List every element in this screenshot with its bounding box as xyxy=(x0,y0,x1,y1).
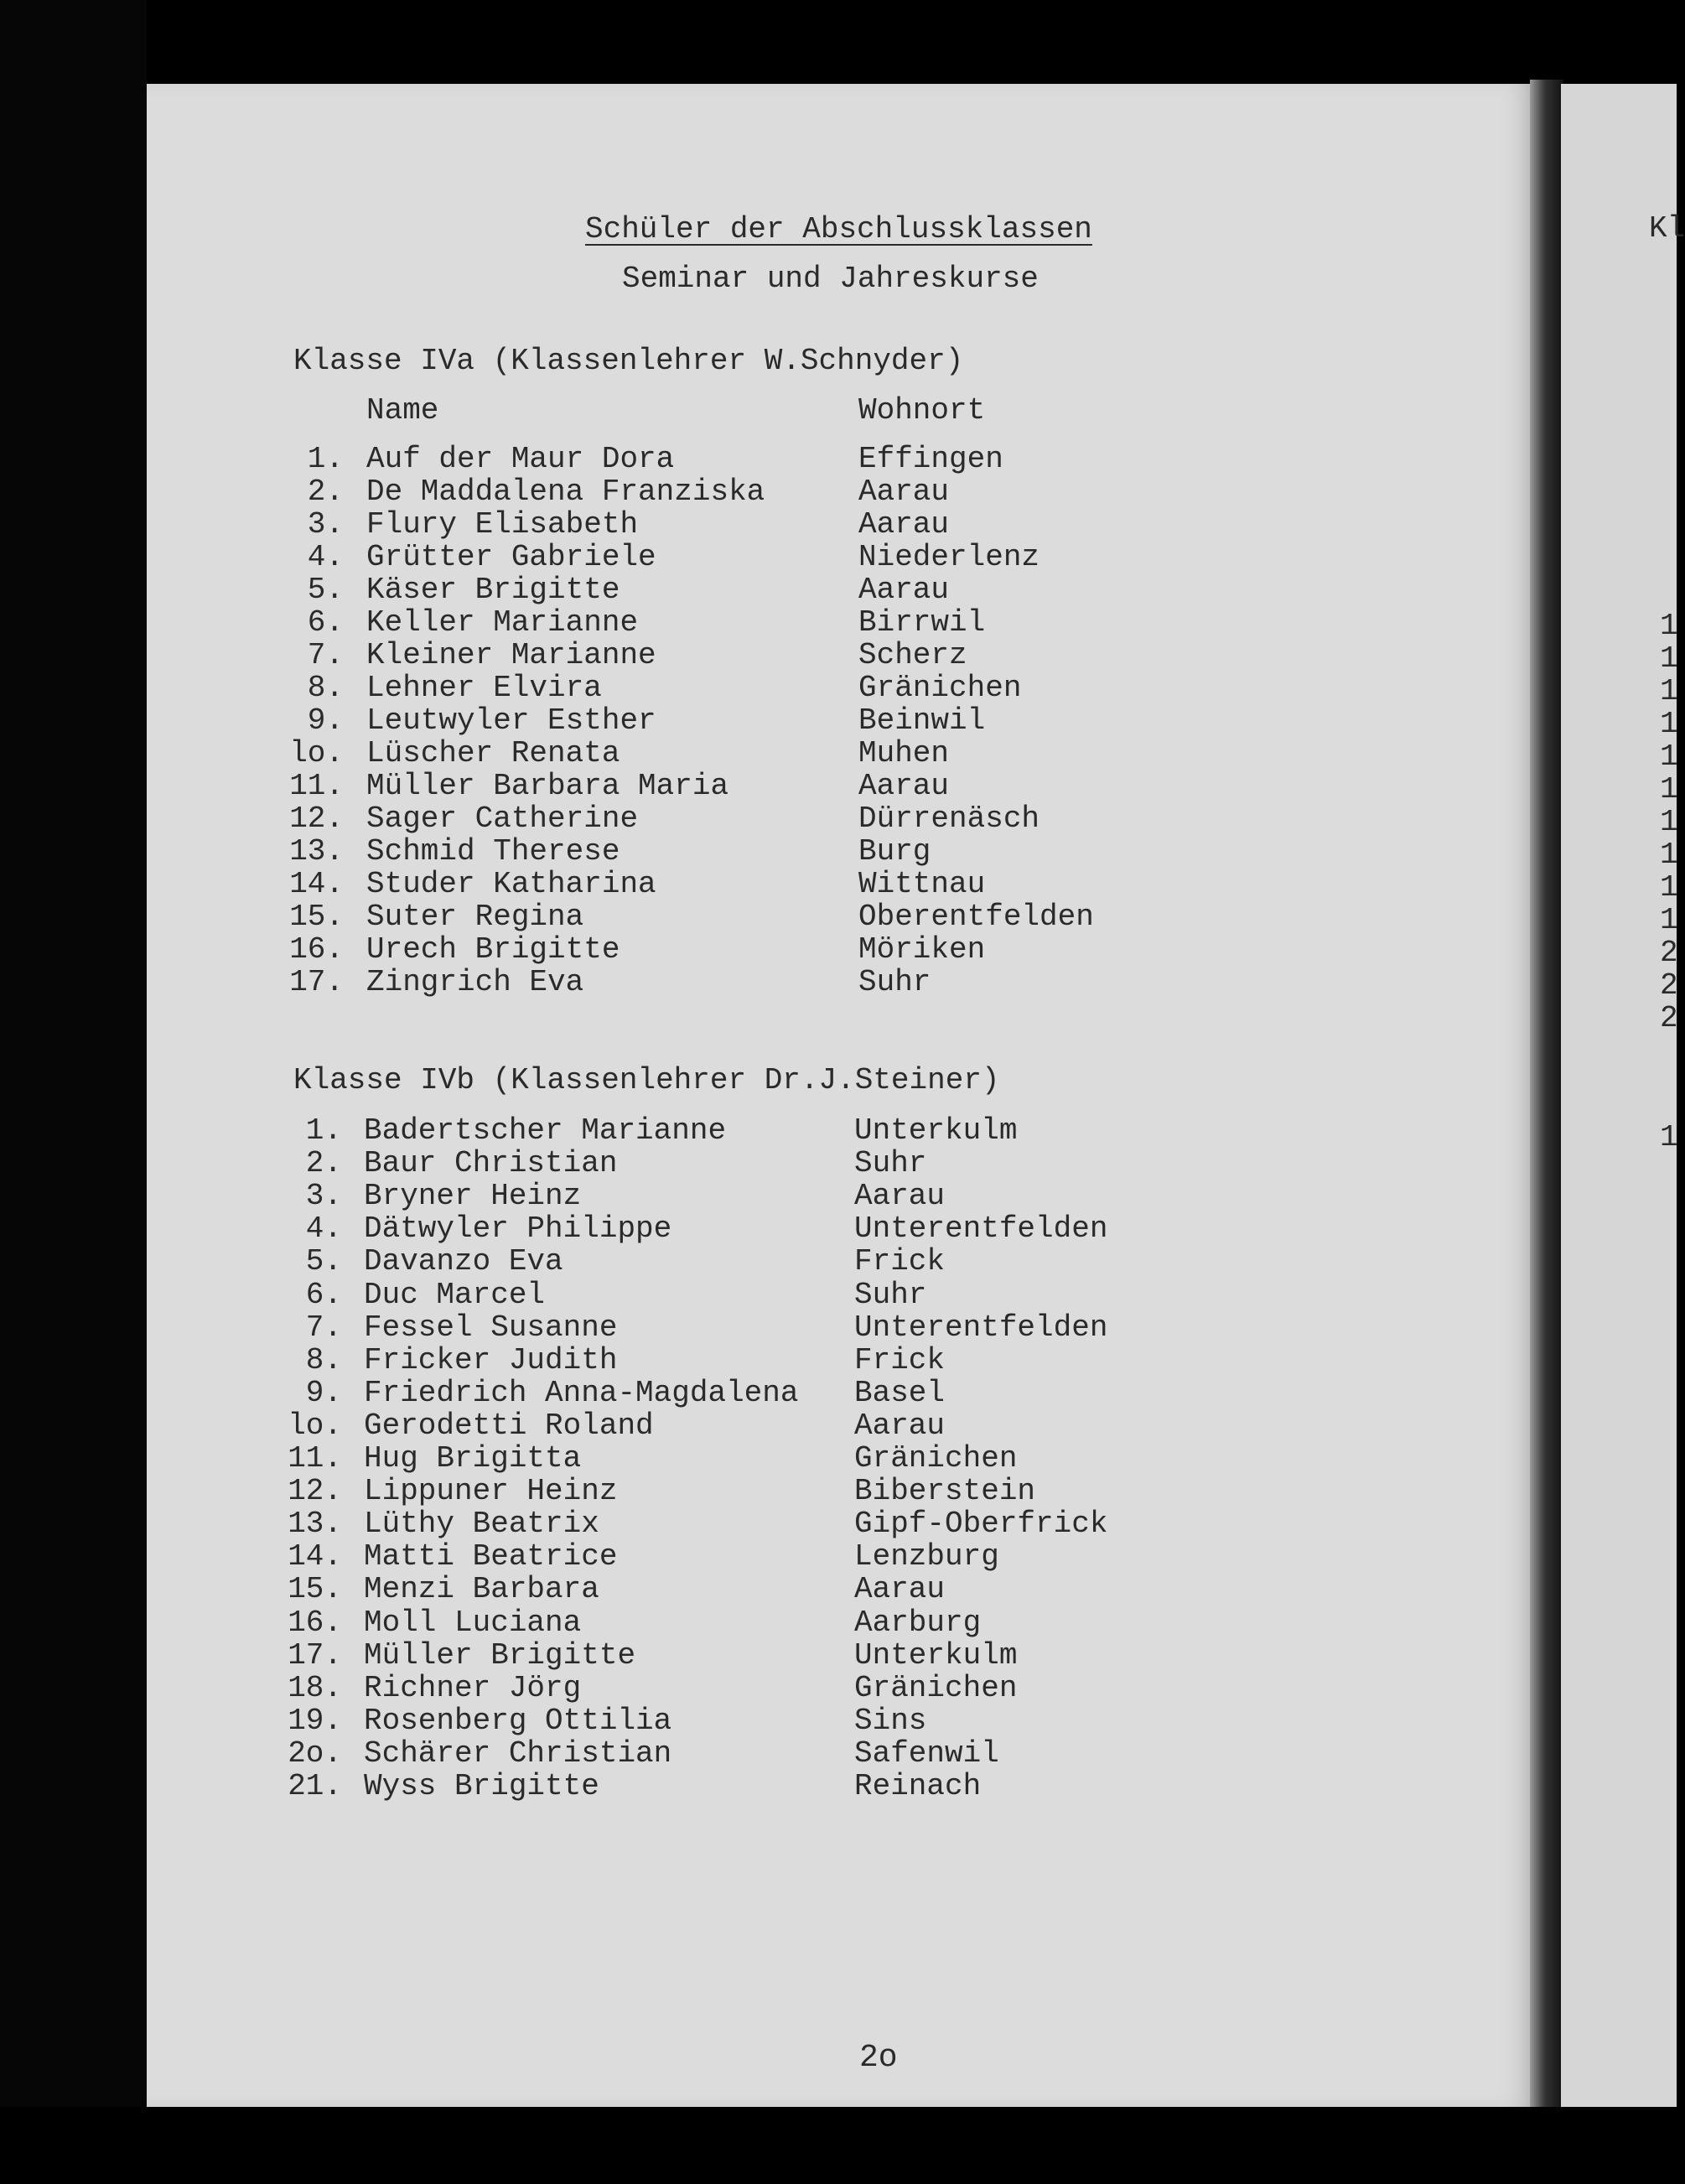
next-page-digit: 2 xyxy=(1660,968,1678,1003)
row-number: 12. xyxy=(288,1474,342,1509)
student-name: Gerodetti Roland xyxy=(364,1408,654,1443)
row-number: 12. xyxy=(289,801,344,836)
row-number: 11. xyxy=(288,1441,342,1476)
student-place: Niederlenz xyxy=(858,540,1040,574)
student-place: Scherz xyxy=(858,638,967,672)
scanner-background-left xyxy=(0,0,147,2184)
next-page-digit: 1 xyxy=(1660,1120,1678,1154)
row-number: 2o. xyxy=(288,1735,342,1771)
row-number: 6. xyxy=(305,1277,342,1312)
student-name: Urech Brigitte xyxy=(366,932,620,967)
student-place: Basel xyxy=(854,1375,946,1410)
student-name: Lüscher Renata xyxy=(366,736,620,770)
row-number: 1. xyxy=(305,1113,342,1148)
student-name: Auf der Maur Dora xyxy=(366,442,675,476)
student-place: Dürrenäsch xyxy=(858,801,1040,836)
row-number: 1. xyxy=(307,442,344,476)
student-place: Biberstein xyxy=(854,1474,1036,1509)
row-number: 8. xyxy=(305,1342,342,1377)
student-place: Gränichen xyxy=(854,1441,1018,1476)
student-name: Baur Christian xyxy=(364,1146,618,1181)
student-place: Suhr xyxy=(854,1146,927,1181)
row-number: 5. xyxy=(305,1244,342,1279)
row-number: 8. xyxy=(307,671,344,705)
row-number: 3. xyxy=(307,507,344,542)
next-page-digit: 1 xyxy=(1660,609,1678,643)
student-name: Keller Marianne xyxy=(366,605,639,640)
row-number: lo. xyxy=(288,1408,342,1443)
student-place: Aarau xyxy=(854,1408,946,1443)
student-place: Aarau xyxy=(858,475,950,509)
student-place: Oberentfelden xyxy=(858,900,1094,934)
student-place: Suhr xyxy=(854,1277,927,1312)
row-number: 16. xyxy=(289,932,344,967)
student-name: Friedrich Anna-Magdalena xyxy=(364,1375,799,1410)
student-name: Lippuner Heinz xyxy=(364,1474,618,1509)
student-name: Kleiner Marianne xyxy=(366,638,656,672)
book-gutter xyxy=(1530,80,1563,2142)
student-name: Duc Marcel xyxy=(364,1277,546,1312)
student-place: Beinwil xyxy=(858,703,986,738)
next-page-digit: 1 xyxy=(1660,739,1678,774)
student-place: Gränichen xyxy=(854,1670,1018,1705)
row-number: 11. xyxy=(289,769,344,803)
row-number: 17. xyxy=(289,965,344,999)
row-number: 2. xyxy=(307,475,344,509)
student-place: Aarau xyxy=(858,573,950,607)
student-name: De Maddalena Franziska xyxy=(366,475,765,509)
student-place: Wittnau xyxy=(858,867,986,901)
row-number: 17. xyxy=(288,1637,342,1673)
next-page-heading-fragment: Kl xyxy=(1649,211,1685,246)
next-page-digit: 1 xyxy=(1660,838,1678,872)
column-header-place: Wohnort xyxy=(858,393,986,428)
student-name: Müller Barbara Maria xyxy=(366,769,729,803)
student-place: Aarau xyxy=(858,507,950,542)
row-number: 3. xyxy=(305,1179,342,1214)
scanner-background-bottom xyxy=(0,2107,1677,2184)
student-name: Lehner Elvira xyxy=(366,671,602,705)
student-place: Unterkulm xyxy=(854,1113,1018,1148)
student-name: Leutwyler Esther xyxy=(366,703,656,738)
student-name: Matti Beatrice xyxy=(364,1539,618,1574)
row-number: 5. xyxy=(307,573,344,607)
row-number: 14. xyxy=(289,867,344,901)
student-name: Richner Jörg xyxy=(364,1670,582,1705)
student-name: Studer Katharina xyxy=(366,867,656,901)
student-name: Suter Regina xyxy=(366,900,584,934)
student-place: Unterentfelden xyxy=(854,1211,1108,1247)
document-subtitle: Seminar und Jahreskurse xyxy=(622,262,1039,296)
column-header-name: Name xyxy=(366,393,439,428)
student-place: Burg xyxy=(858,834,931,869)
row-number: 6. xyxy=(307,605,344,640)
row-number: 18. xyxy=(288,1670,342,1705)
student-place: Frick xyxy=(854,1244,946,1279)
row-number: 9. xyxy=(305,1375,342,1410)
student-place: Unterentfelden xyxy=(854,1310,1108,1345)
student-name: Flury Elisabeth xyxy=(366,507,639,542)
row-number: 7. xyxy=(305,1310,342,1345)
student-name: Hug Brigitta xyxy=(364,1441,582,1476)
row-number: 4. xyxy=(307,540,344,574)
next-page-digit: 1 xyxy=(1660,805,1678,839)
student-name: Käser Brigitte xyxy=(366,573,620,607)
student-name: Rosenberg Ottilia xyxy=(364,1703,672,1738)
row-number: 16. xyxy=(288,1605,342,1640)
row-number: 21. xyxy=(288,1769,342,1803)
student-place: Lenzburg xyxy=(854,1539,999,1574)
row-number: 15. xyxy=(289,900,344,934)
student-place: Aarau xyxy=(858,769,950,803)
next-page-digit: 1 xyxy=(1660,870,1678,905)
student-name: Fricker Judith xyxy=(364,1342,618,1377)
student-place: Suhr xyxy=(858,965,931,999)
student-place: Safenwil xyxy=(854,1735,999,1771)
row-number: 9. xyxy=(307,703,344,738)
student-name: Fessel Susanne xyxy=(364,1310,618,1345)
student-place: Aarau xyxy=(854,1572,946,1607)
row-number: 19. xyxy=(288,1703,342,1738)
next-page-digit: 1 xyxy=(1660,707,1678,741)
class-b-heading: Klasse IVb (Klassenlehrer Dr.J.Steiner) xyxy=(293,1063,1000,1097)
row-number: 13. xyxy=(288,1507,342,1542)
student-name: Davanzo Eva xyxy=(364,1244,563,1279)
student-place: Sins xyxy=(854,1703,927,1738)
next-page-digit: 1 xyxy=(1660,674,1678,708)
student-name: Menzi Barbara xyxy=(364,1572,599,1607)
row-number: 2. xyxy=(305,1146,342,1181)
next-page-digit: 1 xyxy=(1660,772,1678,807)
next-page-digit: 1 xyxy=(1660,903,1678,937)
row-number: 14. xyxy=(288,1539,342,1574)
student-name: Sager Catherine xyxy=(366,801,639,836)
student-name: Schärer Christian xyxy=(364,1735,672,1771)
student-place: Effingen xyxy=(858,442,1003,476)
student-place: Aarau xyxy=(854,1179,946,1214)
row-number: 13. xyxy=(289,834,344,869)
student-name: Müller Brigitte xyxy=(364,1637,636,1673)
student-name: Lüthy Beatrix xyxy=(364,1507,599,1542)
next-page-digit: 1 xyxy=(1660,641,1678,676)
student-name: Bryner Heinz xyxy=(364,1179,582,1214)
student-place: Frick xyxy=(854,1342,946,1377)
student-name: Wyss Brigitte xyxy=(364,1769,599,1803)
student-name: Schmid Therese xyxy=(366,834,620,869)
student-place: Aarburg xyxy=(854,1605,982,1640)
row-number: lo. xyxy=(289,736,344,770)
student-place: Unterkulm xyxy=(854,1637,1018,1673)
row-number: 7. xyxy=(307,638,344,672)
student-place: Gipf-Oberfrick xyxy=(854,1507,1108,1542)
student-place: Birrwil xyxy=(858,605,986,640)
student-place: Möriken xyxy=(858,932,986,967)
student-place: Muhen xyxy=(858,736,950,770)
student-name: Dätwyler Philippe xyxy=(364,1211,672,1247)
class-a-heading: Klasse IVa (Klassenlehrer W.Schnyder) xyxy=(293,344,964,378)
student-name: Moll Luciana xyxy=(364,1605,582,1640)
student-name: Zingrich Eva xyxy=(366,965,584,999)
student-place: Gränichen xyxy=(858,671,1022,705)
next-page-edge xyxy=(1561,84,1685,2121)
student-name: Badertscher Marianne xyxy=(364,1113,727,1148)
student-place: Reinach xyxy=(854,1769,982,1803)
next-page-digit: 2 xyxy=(1660,1001,1678,1035)
row-number: 4. xyxy=(305,1211,342,1247)
next-page-digit: 2 xyxy=(1660,936,1678,970)
page-number: 2o xyxy=(859,2040,898,2076)
document-title: Schüler der Abschlussklassen xyxy=(585,212,1092,246)
row-number: 15. xyxy=(288,1572,342,1607)
student-name: Grütter Gabriele xyxy=(366,540,656,574)
